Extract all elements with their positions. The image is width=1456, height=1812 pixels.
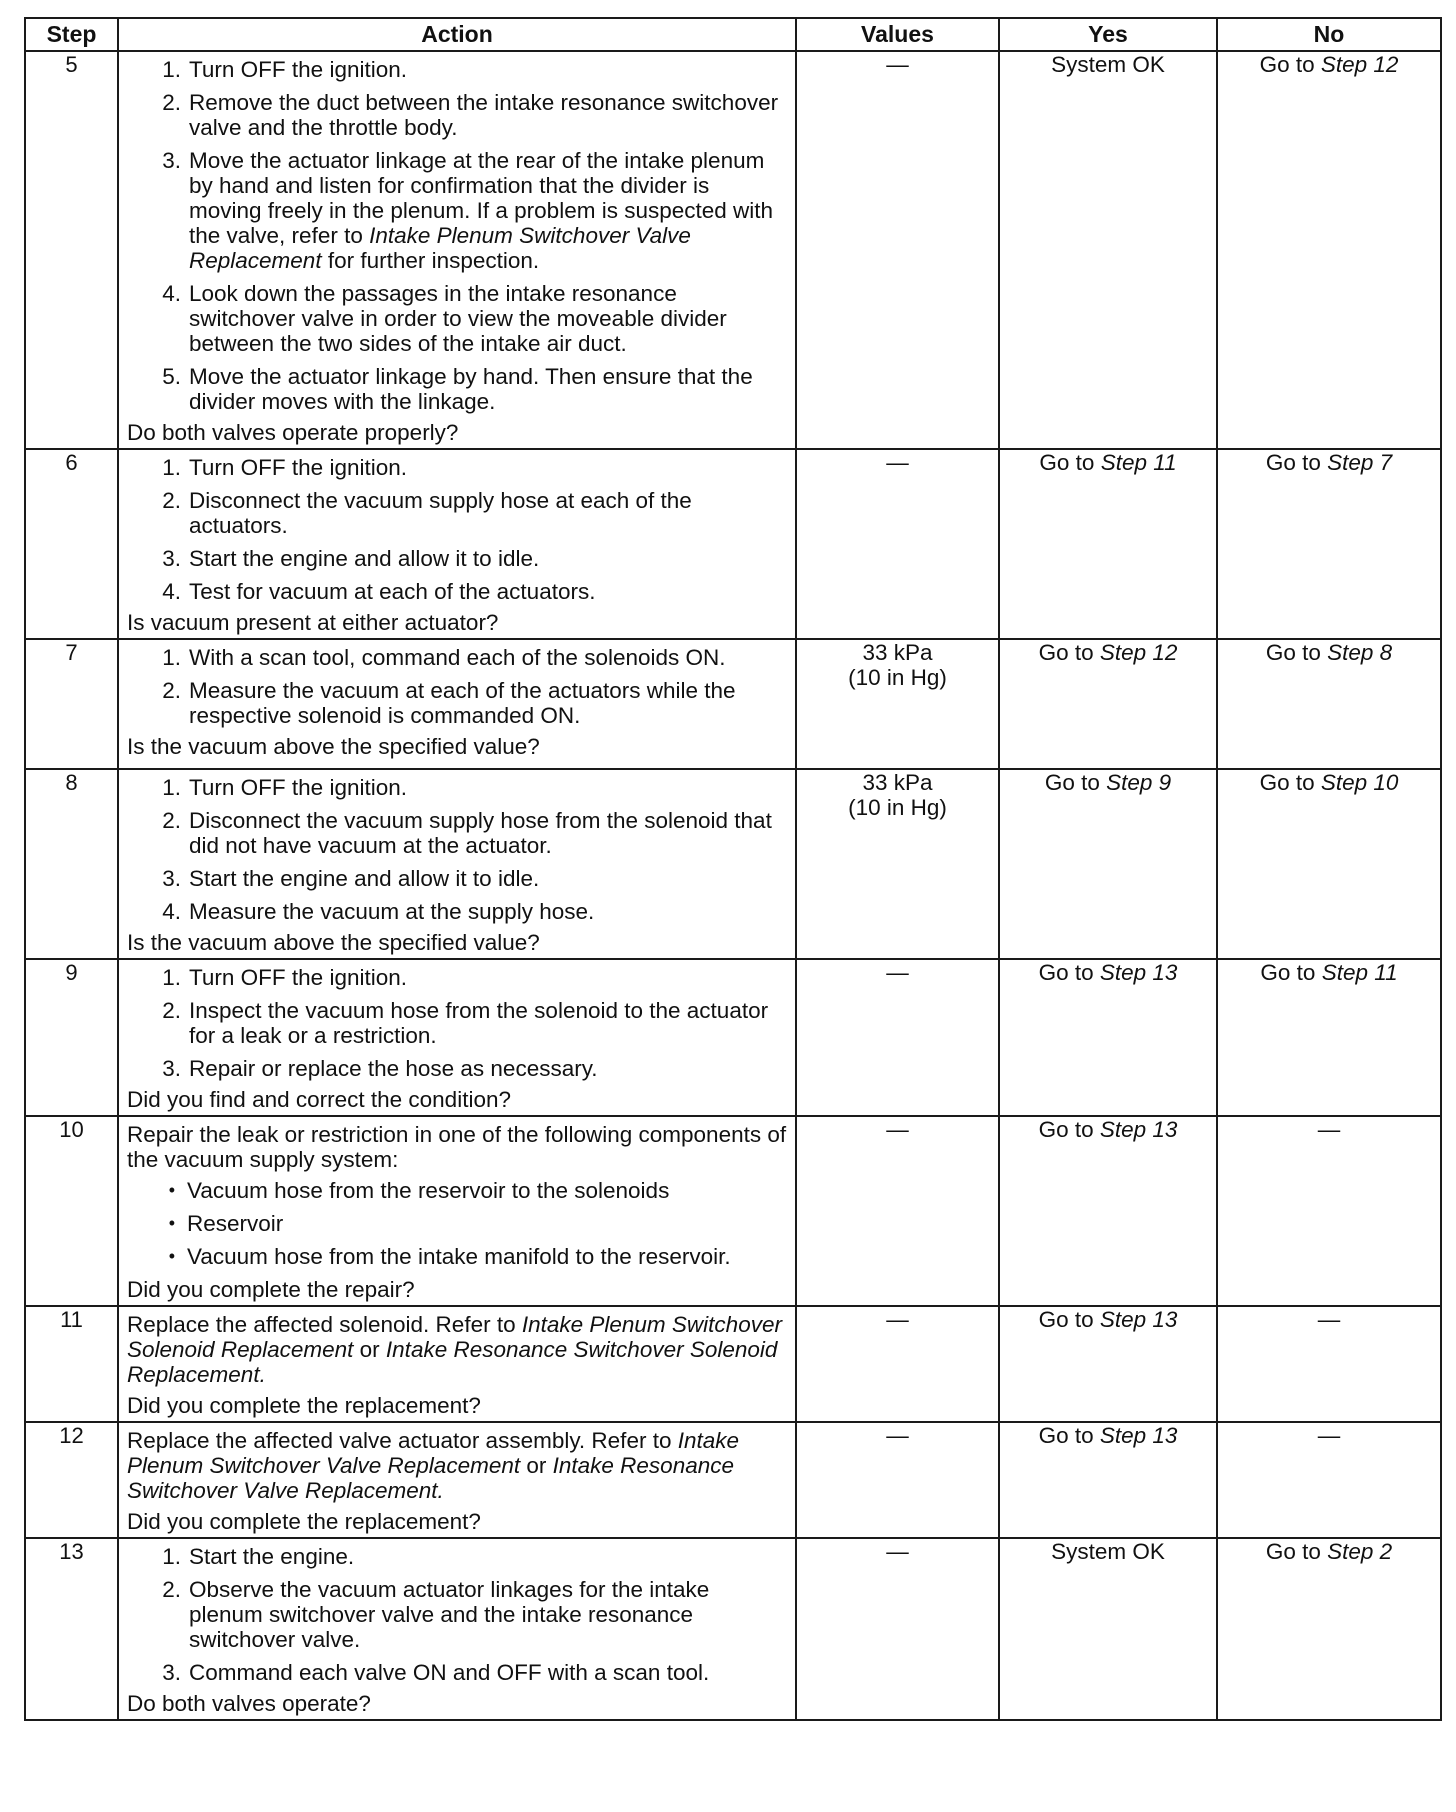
values-text: 33 kPa (10 in Hg) xyxy=(848,770,947,820)
table-row xyxy=(25,639,1441,769)
reference-text: Step 11 xyxy=(1100,450,1177,475)
text-segment: Go to xyxy=(1038,1307,1100,1332)
action-step-text xyxy=(189,281,787,356)
values-dash: — xyxy=(886,1117,909,1142)
step-number: 6 xyxy=(25,449,118,639)
action-step-number: 5. xyxy=(162,364,181,389)
no-result xyxy=(1217,639,1441,769)
text-segment: Turn OFF the ignition. xyxy=(189,775,408,800)
values-text: 33 kPa (10 in Hg) xyxy=(848,640,947,690)
action-cell xyxy=(118,1422,796,1538)
text-segment: Move the actuator linkage at the rear of the intake plenum by hand and listen for confirmation that the divider is moving freely in the plenum. If a problem is suspected with the valve, refer to xyxy=(189,148,774,248)
action-step-number: 1. xyxy=(162,1544,181,1569)
text-segment: System OK xyxy=(1051,52,1165,77)
action-step xyxy=(127,90,787,140)
action-step-number: 1. xyxy=(162,775,181,800)
no-result xyxy=(1217,959,1441,1116)
action-step xyxy=(127,148,787,273)
no-result xyxy=(1217,769,1441,959)
step-number: 8 xyxy=(25,769,118,959)
values-cell xyxy=(796,769,999,959)
reference-text: Step 10 xyxy=(1320,770,1399,795)
action-step-number: 4. xyxy=(162,281,181,306)
text-segment: Disconnect the vacuum supply hose at each of the actuators. xyxy=(189,488,692,538)
yes-result xyxy=(999,1306,1217,1422)
text-segment: Repair or replace the hose as necessary. xyxy=(189,1056,598,1081)
text-segment: Go to xyxy=(1039,450,1101,475)
text-segment: Look down the passages in the intake resonance switchover valve in order to view the moveable divider between the two sides of the intake air duct. xyxy=(189,281,727,356)
bullet-item xyxy=(127,1178,787,1203)
header-action: Action xyxy=(118,18,796,51)
action-cell xyxy=(118,1538,796,1720)
action-step-text xyxy=(189,488,787,538)
table-row xyxy=(25,51,1441,449)
yes-result xyxy=(999,959,1217,1116)
reference-text: Intake Plenum Switchover Valve Replacement xyxy=(189,223,691,273)
action-step-text xyxy=(189,775,787,800)
reference-text: Step 12 xyxy=(1099,640,1178,665)
text-segment: Start the engine and allow it to idle. xyxy=(189,546,540,571)
action-step xyxy=(127,775,787,800)
action-cell xyxy=(118,639,796,769)
action-question: Did you complete the repair? xyxy=(127,1277,415,1302)
bullet-list xyxy=(127,1178,787,1269)
no-result xyxy=(1217,1306,1441,1422)
text-segment: Turn OFF the ignition. xyxy=(189,965,408,990)
no-result xyxy=(1217,1422,1441,1538)
text-segment: Go to xyxy=(1265,1539,1328,1564)
action-step xyxy=(127,281,787,356)
action-step-text xyxy=(189,579,787,604)
action-step-text xyxy=(189,90,787,140)
action-step xyxy=(127,1544,787,1569)
reference-text: Step 12 xyxy=(1320,52,1399,77)
values-dash: — xyxy=(886,1307,909,1332)
text-segment: Test for vacuum at each of the actuators. xyxy=(189,579,596,604)
reference-text: Step 11 xyxy=(1321,960,1398,985)
text-segment: Go to xyxy=(1259,52,1321,77)
action-step-text xyxy=(189,998,787,1048)
table-row xyxy=(25,1306,1441,1422)
text-segment: Go to xyxy=(1038,1117,1100,1142)
reference-text: Step 13 xyxy=(1099,960,1178,985)
table-row xyxy=(25,1422,1441,1538)
action-step-number: 4. xyxy=(162,899,181,924)
values-cell xyxy=(796,1538,999,1720)
action-step-text xyxy=(189,1544,787,1569)
action-step xyxy=(127,579,787,604)
yes-result xyxy=(999,1422,1217,1538)
yes-result xyxy=(999,769,1217,959)
reference-text: Step 13 xyxy=(1099,1423,1178,1448)
yes-result xyxy=(999,1538,1217,1720)
text-segment: or xyxy=(353,1337,386,1362)
values-dash: — xyxy=(886,52,909,77)
step-number: 10 xyxy=(25,1116,118,1306)
action-steps xyxy=(127,1544,787,1685)
yes-result xyxy=(999,449,1217,639)
table-row xyxy=(25,1538,1441,1720)
values-cell xyxy=(796,1116,999,1306)
text-segment: System OK xyxy=(1051,1539,1165,1564)
action-step-number: 2. xyxy=(162,1577,181,1602)
action-step xyxy=(127,645,787,670)
text-segment: Move the actuator linkage by hand. Then ensure that the divider moves with the linkage. xyxy=(189,364,753,414)
action-step-number: 1. xyxy=(162,57,181,82)
values-cell xyxy=(796,1306,999,1422)
action-step-number: 2. xyxy=(162,808,181,833)
reference-text: Step 9 xyxy=(1106,770,1172,795)
action-step-text xyxy=(189,645,787,670)
yes-result xyxy=(999,51,1217,449)
action-cell xyxy=(118,51,796,449)
values-cell xyxy=(796,959,999,1116)
action-step-text xyxy=(189,148,787,273)
action-cell xyxy=(118,1116,796,1306)
bullet-text: Reservoir xyxy=(187,1211,284,1236)
table-row xyxy=(25,769,1441,959)
action-step xyxy=(127,1056,787,1081)
values-dash: — xyxy=(886,1423,909,1448)
text-segment: Go to xyxy=(1038,1423,1100,1448)
text-segment: Measure the vacuum at the supply hose. xyxy=(189,899,595,924)
header-step: Step xyxy=(25,18,118,51)
action-step-number: 4. xyxy=(162,579,181,604)
no-result xyxy=(1217,51,1441,449)
text-segment: Go to xyxy=(1044,770,1107,795)
action-step-text xyxy=(189,808,787,858)
bullet-icon: • xyxy=(168,1180,175,1200)
action-step-text xyxy=(189,866,787,891)
yes-result xyxy=(999,1116,1217,1306)
reference-text: Intake Plenum Switchover Solenoid Replacement xyxy=(127,1312,782,1362)
bullet-text: Vacuum hose from the intake manifold to the reservoir. xyxy=(187,1244,731,1269)
action-cell xyxy=(118,769,796,959)
action-step xyxy=(127,808,787,858)
bullet-icon: • xyxy=(168,1213,175,1233)
reference-text: Step 13 xyxy=(1099,1307,1178,1332)
text-segment: — xyxy=(1317,1423,1341,1448)
text-segment: — xyxy=(1317,1307,1341,1332)
action-step-text xyxy=(189,1056,787,1081)
text-segment: — xyxy=(1317,1117,1341,1142)
action-step-text xyxy=(189,1577,787,1652)
action-step-text xyxy=(189,364,787,414)
action-steps xyxy=(127,775,787,924)
action-step-text xyxy=(189,1660,787,1685)
text-segment: for further inspection. xyxy=(321,248,540,273)
step-number: 7 xyxy=(25,639,118,769)
table-row xyxy=(25,1116,1441,1306)
no-result xyxy=(1217,1116,1441,1306)
action-step-number: 3. xyxy=(162,866,181,891)
action-step xyxy=(127,1577,787,1652)
values-dash: — xyxy=(886,960,909,985)
action-intro xyxy=(127,1312,787,1387)
action-step-text xyxy=(189,899,787,924)
reference-text: Step 8 xyxy=(1327,640,1393,665)
text-segment: Go to xyxy=(1260,960,1322,985)
values-cell xyxy=(796,449,999,639)
reference-text: Intake Resonance Switchover Valve Replacement. xyxy=(127,1453,734,1503)
text-segment: Start the engine and allow it to idle. xyxy=(189,866,540,891)
text-segment: Repair the leak or restriction in one of the following components of the vacuum supply system: xyxy=(127,1122,787,1172)
action-intro xyxy=(127,1122,787,1172)
text-segment: Turn OFF the ignition. xyxy=(189,57,408,82)
values-cell xyxy=(796,51,999,449)
values-dash: — xyxy=(886,1539,909,1564)
text-segment: Start the engine. xyxy=(189,1544,355,1569)
action-step-number: 2. xyxy=(162,998,181,1023)
values-cell xyxy=(796,1422,999,1538)
text-segment: Replace the affected valve actuator assembly. Refer to xyxy=(127,1428,678,1453)
bullet-text: Vacuum hose from the reservoir to the solenoids xyxy=(187,1178,670,1203)
header-no: No xyxy=(1217,18,1441,51)
step-number: 12 xyxy=(25,1422,118,1538)
action-step xyxy=(127,488,787,538)
text-segment: Go to xyxy=(1265,640,1328,665)
step-number: 13 xyxy=(25,1538,118,1720)
bullet-item xyxy=(127,1244,787,1269)
action-cell xyxy=(118,449,796,639)
reference-text: Step 7 xyxy=(1327,450,1393,475)
header-row xyxy=(25,18,1441,51)
header-yes: Yes xyxy=(999,18,1217,51)
action-step-number: 3. xyxy=(162,148,181,173)
bullet-icon: • xyxy=(168,1246,175,1266)
action-cell xyxy=(118,959,796,1116)
text-segment: Go to xyxy=(1259,770,1321,795)
action-question: Is vacuum present at either actuator? xyxy=(127,610,499,635)
action-cell xyxy=(118,1306,796,1422)
action-intro xyxy=(127,1428,787,1503)
text-segment: Command each valve ON and OFF with a scan tool. xyxy=(189,1660,710,1685)
action-step-text xyxy=(189,57,787,82)
reference-text: Step 2 xyxy=(1327,1539,1393,1564)
text-segment: Remove the duct between the intake resonance switchover valve and the throttle body. xyxy=(189,90,779,140)
action-step xyxy=(127,546,787,571)
action-step xyxy=(127,364,787,414)
action-steps xyxy=(127,645,787,728)
action-step-number: 2. xyxy=(162,678,181,703)
action-question: Did you complete the replacement? xyxy=(127,1393,481,1418)
values-dash: — xyxy=(886,450,909,475)
action-step-number: 1. xyxy=(162,965,181,990)
action-step xyxy=(127,57,787,82)
no-result xyxy=(1217,449,1441,639)
action-steps xyxy=(127,965,787,1081)
action-step-text xyxy=(189,546,787,571)
bullet-item xyxy=(127,1211,787,1236)
table-row xyxy=(25,959,1441,1116)
action-question: Did you find and correct the condition? xyxy=(127,1087,511,1112)
action-question: Do both valves operate? xyxy=(127,1691,371,1716)
table-row xyxy=(25,449,1441,639)
text-segment: Go to xyxy=(1038,960,1100,985)
diagnostic-table xyxy=(24,17,1442,1721)
table-body xyxy=(25,51,1441,1720)
action-steps xyxy=(127,57,787,414)
action-question: Is the vacuum above the specified value? xyxy=(127,930,540,955)
step-number: 5 xyxy=(25,51,118,449)
text-segment: Observe the vacuum actuator linkages for the intake plenum switchover valve and the intake resonance switchover valve. xyxy=(189,1577,710,1652)
action-step xyxy=(127,899,787,924)
values-cell xyxy=(796,639,999,769)
action-steps xyxy=(127,455,787,604)
text-segment: With a scan tool, command each of the solenoids ON. xyxy=(189,645,726,670)
action-step-number: 1. xyxy=(162,645,181,670)
action-step xyxy=(127,455,787,480)
text-segment: Inspect the vacuum hose from the solenoid to the actuator for a leak or a restriction. xyxy=(189,998,769,1048)
action-step-text xyxy=(189,965,787,990)
header-values: Values xyxy=(796,18,999,51)
action-question: Did you complete the replacement? xyxy=(127,1509,481,1534)
text-segment: Disconnect the vacuum supply hose from the solenoid that did not have vacuum at the actuator. xyxy=(189,808,772,858)
yes-result xyxy=(999,639,1217,769)
action-question: Do both valves operate properly? xyxy=(127,420,459,445)
step-number: 11 xyxy=(25,1306,118,1422)
reference-text: Step 13 xyxy=(1099,1117,1178,1142)
action-step xyxy=(127,998,787,1048)
action-question: Is the vacuum above the specified value? xyxy=(127,734,540,759)
text-segment: Measure the vacuum at each of the actuators while the respective solenoid is commanded ON. xyxy=(189,678,736,728)
action-step xyxy=(127,866,787,891)
action-step-number: 3. xyxy=(162,1056,181,1081)
text-segment: or xyxy=(520,1453,553,1478)
reference-text: Intake Plenum Switchover Valve Replacement xyxy=(127,1428,740,1478)
action-step xyxy=(127,678,787,728)
action-step-number: 3. xyxy=(162,546,181,571)
action-step-number: 3. xyxy=(162,1660,181,1685)
text-segment: Replace the affected solenoid. Refer to xyxy=(127,1312,522,1337)
reference-text: Intake Resonance Switchover Solenoid Replacement. xyxy=(127,1337,778,1387)
text-segment: Go to xyxy=(1038,640,1100,665)
action-step-text xyxy=(189,678,787,728)
action-step xyxy=(127,965,787,990)
text-segment: Go to xyxy=(1265,450,1328,475)
action-step-text xyxy=(189,455,787,480)
step-number: 9 xyxy=(25,959,118,1116)
no-result xyxy=(1217,1538,1441,1720)
action-step-number: 1. xyxy=(162,455,181,480)
action-step-number: 2. xyxy=(162,488,181,513)
action-step-number: 2. xyxy=(162,90,181,115)
action-step xyxy=(127,1660,787,1685)
text-segment: Turn OFF the ignition. xyxy=(189,455,408,480)
